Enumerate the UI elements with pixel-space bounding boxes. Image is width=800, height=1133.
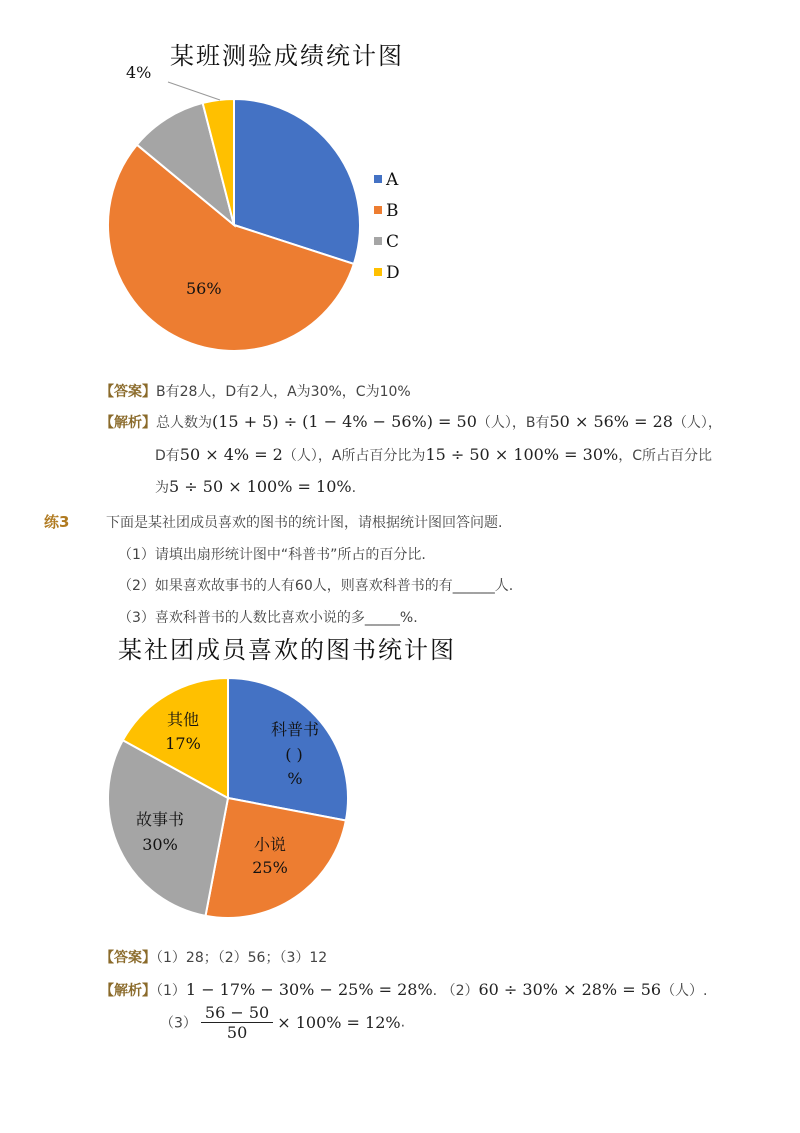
analysis1-math: (15 + 5) ÷ (1 − 4% − 56%) = 50 xyxy=(212,412,477,431)
legend-swatch-d xyxy=(374,268,382,276)
analysis2-fraction xyxy=(201,1003,273,1042)
analysis1-text: （人），A所占百分比为 xyxy=(282,448,426,464)
analysis1-text: D有 xyxy=(155,448,180,464)
analysis2-line1 xyxy=(100,980,708,1000)
answer1-text: B有28人，D有2人，A为30%，C为10% xyxy=(156,384,411,400)
chart2-title: 某社团成员喜欢的图书统计图 xyxy=(118,636,456,664)
chart2-label-gushi-pct: 30% xyxy=(142,835,178,854)
chart2-label-xiaoshuo-pct: 25% xyxy=(252,858,288,877)
analysis1-line2 xyxy=(155,445,712,465)
chart2-label-qita-name: 其他 xyxy=(166,710,200,729)
legend-label-d: D xyxy=(386,263,400,283)
analysis1-math: 50 × 4% = 2 xyxy=(179,445,283,464)
chart1-label-b: 56% xyxy=(186,279,222,298)
legend-swatch-a xyxy=(374,175,382,183)
analysis1-text: （人）， xyxy=(672,415,722,431)
exercise-intro: 下面是某社团成员喜欢的图书的统计图，请根据统计图回答问题. xyxy=(106,515,503,531)
legend-label-a: A xyxy=(386,170,399,190)
analysis2-text: （1） xyxy=(156,983,186,999)
analysis2-math: 60 ÷ 30% × 28% = 56 xyxy=(478,980,662,999)
answer1-line xyxy=(100,381,411,401)
chart2-label-gushi-name: 故事书 xyxy=(135,810,185,829)
exercise-label: 练3 xyxy=(44,513,70,531)
legend-label-c: C xyxy=(386,232,400,252)
analysis1-text: 为 xyxy=(155,480,169,496)
analysis2-math: 1 − 17% − 30% − 25% = 28% xyxy=(185,980,433,999)
chart2-svg xyxy=(100,670,360,930)
chart1-title: 某班测验成绩统计图 xyxy=(170,42,404,70)
analysis2-text: . （2） xyxy=(432,983,479,999)
legend-swatch-b xyxy=(374,206,382,214)
fraction-denominator: 50 xyxy=(226,1023,248,1042)
chart2-label-qita-pct: 17% xyxy=(165,734,201,753)
exercise-q2: （2）如果喜欢故事书的人有60人，则喜欢科普书的有______人. xyxy=(118,578,514,594)
analysis1-text: ，C所占百分比 xyxy=(618,448,712,464)
analysis1-math: 50 × 56% = 28 xyxy=(549,412,673,431)
analysis1-text: . xyxy=(351,480,357,496)
fraction-numerator: 56 − 50 xyxy=(201,1003,273,1023)
answer1-tag: 【答案】 xyxy=(100,384,156,400)
chart2-label-kepu-pct: % xyxy=(287,769,303,788)
analysis1-line3 xyxy=(155,477,356,497)
analysis1-math: 15 ÷ 50 × 100% = 30% xyxy=(425,445,619,464)
analysis1-text: （人），B有 xyxy=(476,415,550,431)
exercise-q3: （3）喜欢科普书的人数比喜欢小说的多_____%. xyxy=(118,610,418,626)
analysis2-line2 xyxy=(160,1003,405,1042)
analysis2-text: （3） xyxy=(160,1015,197,1032)
answer2-text: （1）28；（2）56；（3）12 xyxy=(156,950,328,966)
chart2-label-kepu-name: 科普书 xyxy=(270,720,320,739)
exercise-q1: （1）请填出扇形统计图中“科普书”所占的百分比. xyxy=(118,547,426,563)
analysis2-text: . xyxy=(400,1014,406,1031)
analysis2-math: × 100% = 12% xyxy=(277,1013,401,1032)
chart1-legend xyxy=(372,168,432,288)
chart1-leader-line xyxy=(168,82,220,100)
analysis2-tag: 【解析】 xyxy=(100,983,156,999)
analysis1-tag: 【解析】 xyxy=(100,415,156,431)
answer2-line xyxy=(100,947,327,967)
analysis2-text: （人）. xyxy=(661,983,708,999)
legend-swatch-c xyxy=(374,237,382,245)
chart2-label-kepu-paren: ( ) xyxy=(285,745,303,764)
chart2-label-xiaoshuo-name: 小说 xyxy=(253,835,287,854)
analysis1-text: 总人数为 xyxy=(156,415,212,431)
analysis1-line1 xyxy=(100,412,722,432)
legend-label-b: B xyxy=(386,201,399,221)
analysis1-math: 5 ÷ 50 × 100% = 10% xyxy=(169,477,352,496)
chart1-label-d: 4% xyxy=(126,63,152,82)
answer2-tag: 【答案】 xyxy=(100,950,156,966)
